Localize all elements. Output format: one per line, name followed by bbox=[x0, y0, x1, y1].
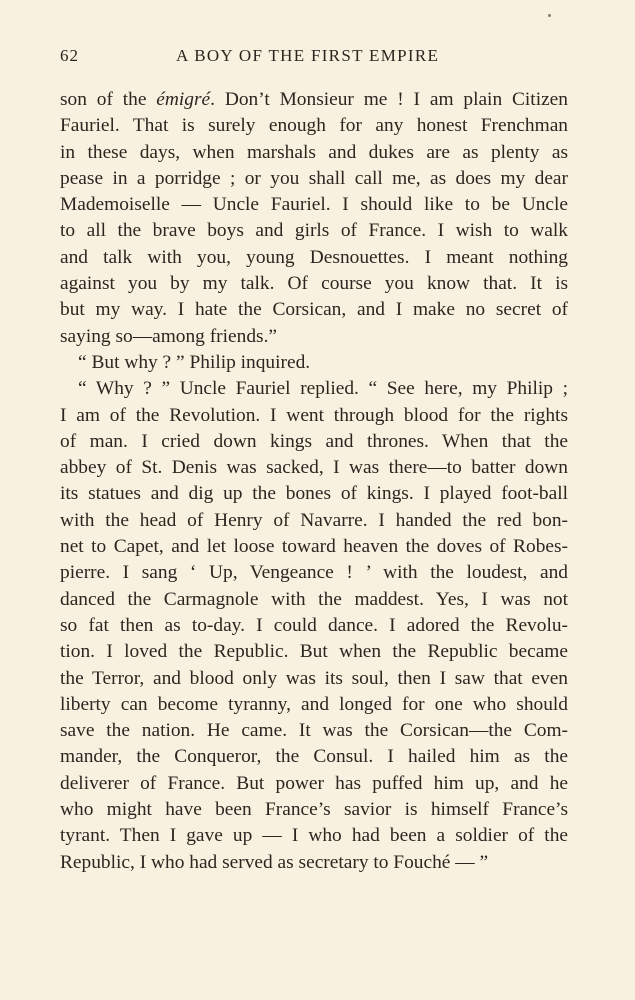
text-line: liberty can become tyranny, and longed for one who should bbox=[60, 693, 568, 715]
text-line: danced the Carmagnole with the maddest. Yes, I was not bbox=[60, 588, 568, 610]
text-line: in these days, when marshals and dukes are as plenty as bbox=[60, 141, 568, 163]
text-line: Mademoiselle — Uncle Fauriel. I should like to be Uncle bbox=[60, 194, 568, 216]
text-line: I am of the Revolution. I went through blood for the rights bbox=[60, 404, 568, 426]
text-line: save the nation. He came. It was the Corsican—the Com- bbox=[60, 720, 568, 742]
text-line: pierre. I sang ‘ Up, Vengeance ! ’ with the loudest, and bbox=[60, 562, 568, 584]
running-head bbox=[60, 46, 570, 68]
text-line: tion. I loved the Republic. But when the Republic became bbox=[60, 641, 568, 663]
text-line: “ But why ? ” Philip inquired. bbox=[78, 351, 311, 373]
text-line: abbey of St. Denis was sacked, I was there—to batter down bbox=[60, 457, 568, 479]
text-line: mander, the Conqueror, the Consul. I hailed him as the bbox=[60, 746, 568, 768]
text-line: Fauriel. That is surely enough for any honest Frenchman bbox=[60, 115, 568, 137]
paper-speck bbox=[548, 14, 551, 17]
text-line: and talk with you, young Desnouettes. I meant nothing bbox=[60, 246, 568, 268]
text-line: tyrant. Then I gave up — I who had been a soldier of the bbox=[60, 825, 568, 847]
text-line: with the head of Henry of Navarre. I handed the red bon- bbox=[60, 509, 568, 531]
text-line: “ Why ? ” Uncle Fauriel replied. “ See here, my Philip ; bbox=[78, 378, 568, 400]
text-line: son of the émigré. Don’t Monsieur me ! I am plain Citizen bbox=[60, 89, 568, 110]
text-line: its statues and dig up the bones of kings. I played foot-ball bbox=[60, 483, 568, 505]
italic-word: émigré bbox=[156, 89, 211, 110]
text-line: so fat then as to-day. I could dance. I adored the Revolu- bbox=[60, 614, 568, 636]
text-line: the Terror, and blood only was its soul, then I saw that even bbox=[60, 667, 568, 689]
text-line: but my way. I hate the Corsican, and I make no secret of bbox=[60, 299, 568, 321]
text-line: who might have been France’s savior is himself France’s bbox=[60, 799, 568, 821]
text-line: saying so—among friends.” bbox=[60, 325, 278, 347]
text-line: against you by my talk. Of course you know that. It is bbox=[60, 273, 568, 295]
text-line: pease in a porridge ; or you shall call me, as does my dear bbox=[60, 167, 568, 189]
text-line: net to Capet, and let loose toward heaven the doves of Robes- bbox=[60, 536, 568, 558]
body-text bbox=[60, 87, 568, 876]
page-number: 62 bbox=[60, 46, 79, 65]
text-line: deliverer of France. But power has puffed him up, and he bbox=[60, 772, 568, 794]
text-line: of man. I cried down kings and thrones. When that the bbox=[60, 430, 568, 452]
text-line: Republic, I who had served as secretary to Fouché — ” bbox=[60, 851, 489, 873]
running-title: A BOY OF THE FIRST EMPIRE bbox=[176, 46, 440, 65]
text-line: to all the brave boys and girls of France. I wish to walk bbox=[60, 220, 568, 242]
